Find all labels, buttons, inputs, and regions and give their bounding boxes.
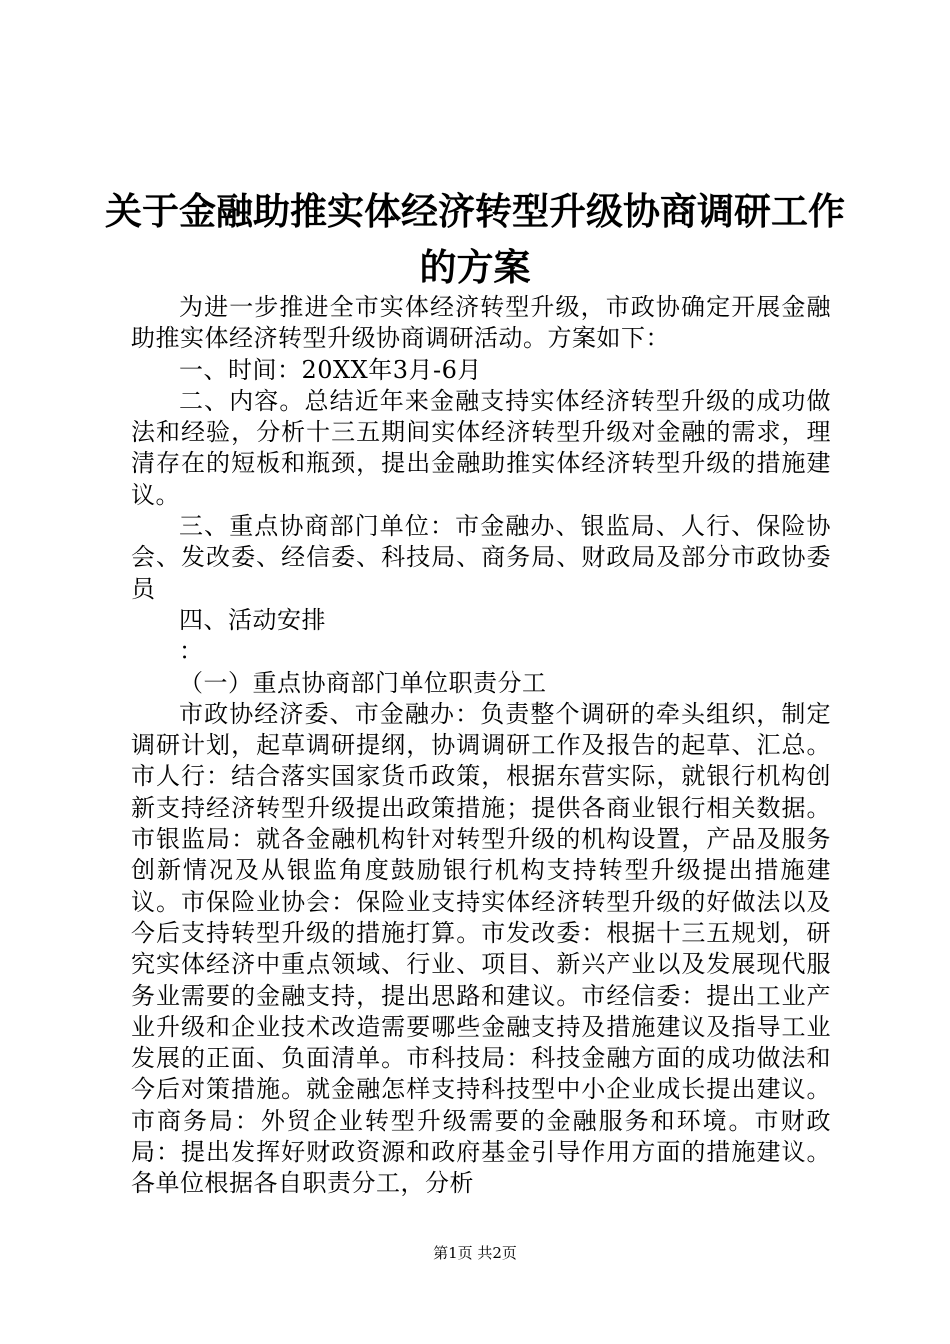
- document-title-line-1: 关于金融助推实体经济转型升级协商调研工作: [105, 190, 845, 233]
- page-footer: 第1页 共2页: [433, 1244, 517, 1262]
- paragraph-intro: 为进一步推进全市实体经济转型升级，市政协确定开展金融助推实体经济转型升级协商调研活动。方案如下：: [131, 293, 831, 353]
- document-body: [131, 292, 831, 1200]
- paragraph-duties: 市政协经济委、市金融办：负责整个调研的牵头组织，制定调研计划，起草调研提纲，协调调研工作及报告的起草、汇总。市人行：结合落实国家货币政策，根据东营实际，就银行机构创新支持经济转型升级提出政策措施；提供各商业银行相关数据。市银监局：就各金融机构针对转型升级的机构设置，产品及服务创新情况及从银监角度鼓励银行机构支持转型升级提出措施建议。市保险业协会：保险业支持实体经济转型升级的好做法以及今后支持转型升级的措施打算。市发改委：根据十三五规划，研究实体经济中重点领域、行业、项目、新兴产业以及发展现代服务业需要的金融支持，提出思路和建议。市经信委：提出工业产业升级和企业技术改造需要哪些金融支持及措施建议及指导工业发展的正面、负面清单。市科技局：科技金融方面的成功做法和今后对策措施。就金融怎样支持科技型中小企业成长提出建议。市商务局：外贸企业转型升级需要的金融服务和环境。市财政局：提出发挥好财政资源和政府基金引导作用方面的措施建议。各单位根据各自职责分工，分析: [131, 699, 831, 1198]
- paragraph-subheading: （一）重点协商部门单位职责分工: [179, 668, 547, 697]
- paragraph-activity-heading: 四、活动安排: [179, 605, 326, 634]
- paragraph-content: 二、内容。总结近年来金融支持实体经济转型升级的成功做法和经验，分析十三五期间实体经济转型升级对金融的需求，理清存在的短板和瓶颈，提出金融助推实体经济转型升级的措施建议。: [131, 386, 831, 509]
- paragraph-colon: ：: [179, 637, 204, 666]
- paragraph-time: 一、时间：20XX年3月-6月: [179, 355, 482, 384]
- document-title-line-2: 的方案: [419, 246, 531, 289]
- paragraph-departments: 三、重点协商部门单位：市金融办、银监局、人行、保险协会、发改委、经信委、科技局、商务局、财政局及部分市政协委员: [131, 512, 831, 603]
